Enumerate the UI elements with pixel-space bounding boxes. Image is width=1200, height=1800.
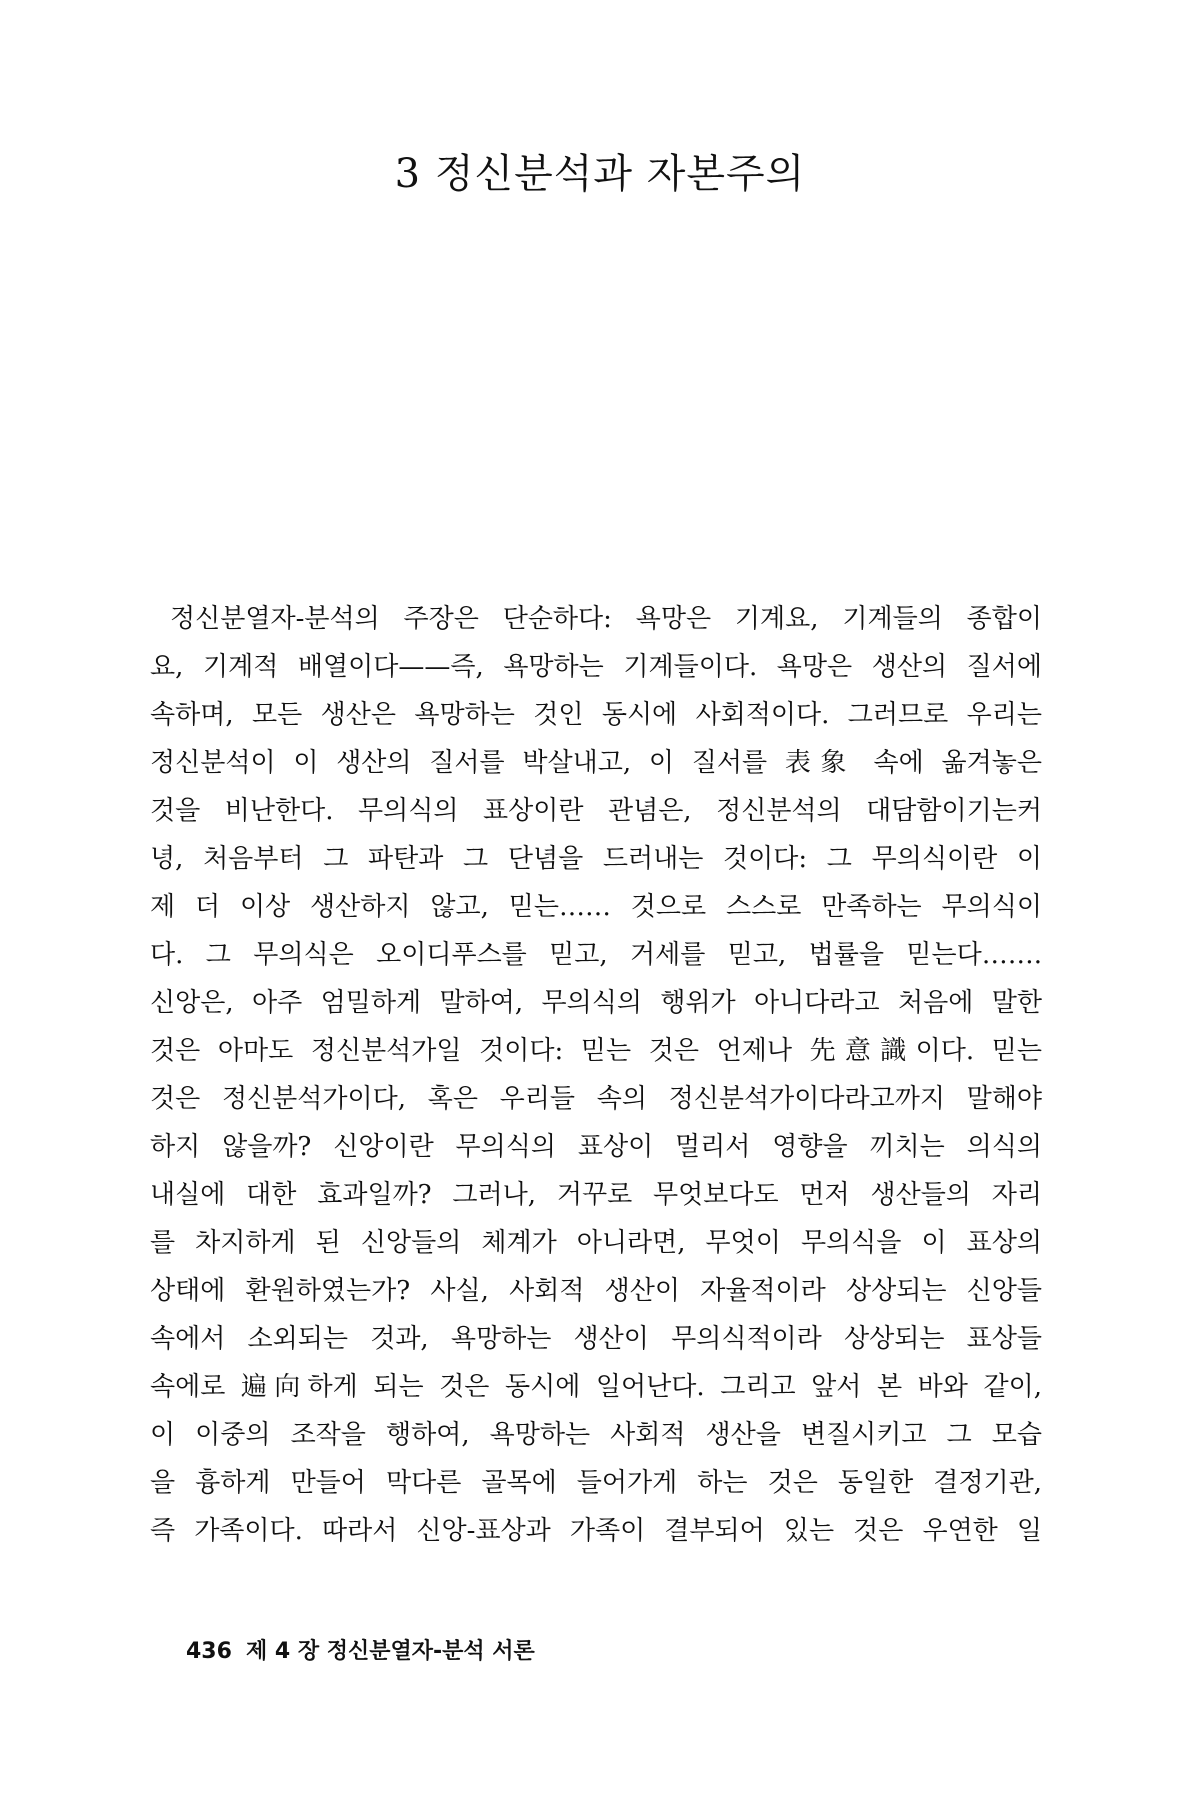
chapter-title: 3 정신분석과 자본주의 xyxy=(394,151,806,197)
body-line: 하지 않을까? 신앙이란 무의식의 표상이 멀리서 영향을 끼치는 의식의 xyxy=(150,1132,1042,1162)
body-line: 제 더 이상 생산하지 않고, 믿는…… 것으로 스스로 만족하는 무의식이 xyxy=(150,892,1042,922)
body-line: 정신분열자-분석의 주장은 단순하다: 욕망은 기계요, 기계들의 종합이 xyxy=(170,604,1042,634)
body-line: 속에로 遍向하게 되는 것은 동시에 일어난다. 그리고 앞서 본 바와 같이, xyxy=(150,1372,1042,1402)
body-line: 속에서 소외되는 것과, 욕망하는 생산이 무의식적이라 상상되는 표상들 xyxy=(150,1324,1042,1354)
body-line: 을 흉하게 만들어 막다른 골목에 들어가게 하는 것은 동일한 결정기관, xyxy=(150,1468,1042,1498)
body-line: 다. 그 무의식은 오이디푸스를 믿고, 거세를 믿고, 법률을 믿는다……. xyxy=(150,940,1042,970)
body-line: 즉 가족이다. 따라서 신앙-표상과 가족이 결부되어 있는 것은 우연한 일 xyxy=(150,1516,1042,1546)
running-footer-chapter: 제 4 장 정신분열자-분석 서론 xyxy=(245,1639,535,1664)
body-line: 것은 정신분석가이다, 혹은 우리들 속의 정신분석가이다라고까지 말해야 xyxy=(150,1084,1042,1114)
body-line: 것을 비난한다. 무의식의 표상이란 관념은, 정신분석의 대담함이기는커 xyxy=(150,796,1042,826)
body-line: 요, 기계적 배열이다——즉, 욕망하는 기계들이다. 욕망은 생산의 질서에 xyxy=(150,652,1042,682)
page-footer xyxy=(186,1637,535,1667)
body-line: 것은 아마도 정신분석가일 것이다: 믿는 것은 언제나 先意識이다. 믿는 xyxy=(150,1036,1042,1066)
body-line: 속하며, 모든 생산은 욕망하는 것인 동시에 사회적이다. 그러므로 우리는 xyxy=(150,700,1042,730)
body-line: 신앙은, 아주 엄밀하게 말하여, 무의식의 행위가 아니다라고 처음에 말한 xyxy=(150,988,1042,1018)
body-line: 를 차지하게 된 신앙들의 체계가 아니라면, 무엇이 무의식을 이 표상의 xyxy=(150,1228,1042,1258)
body-line: 상태에 환원하였는가? 사실, 사회적 생산이 자율적이라 상상되는 신앙들 xyxy=(150,1276,1042,1306)
body-line: 녕, 처음부터 그 파탄과 그 단념을 드러내는 것이다: 그 무의식이란 이 xyxy=(150,844,1042,874)
body-line: 정신분석이 이 생산의 질서를 박살내고, 이 질서를 表象 속에 옮겨놓은 xyxy=(150,748,1042,778)
body-text xyxy=(150,595,1042,1555)
page-number: 436 xyxy=(186,1639,232,1664)
body-line: 내실에 대한 효과일까? 그러나, 거꾸로 무엇보다도 먼저 생산들의 자리 xyxy=(150,1180,1042,1210)
body-line: 이 이중의 조작을 행하여, 욕망하는 사회적 생산을 변질시키고 그 모습 xyxy=(150,1420,1042,1450)
